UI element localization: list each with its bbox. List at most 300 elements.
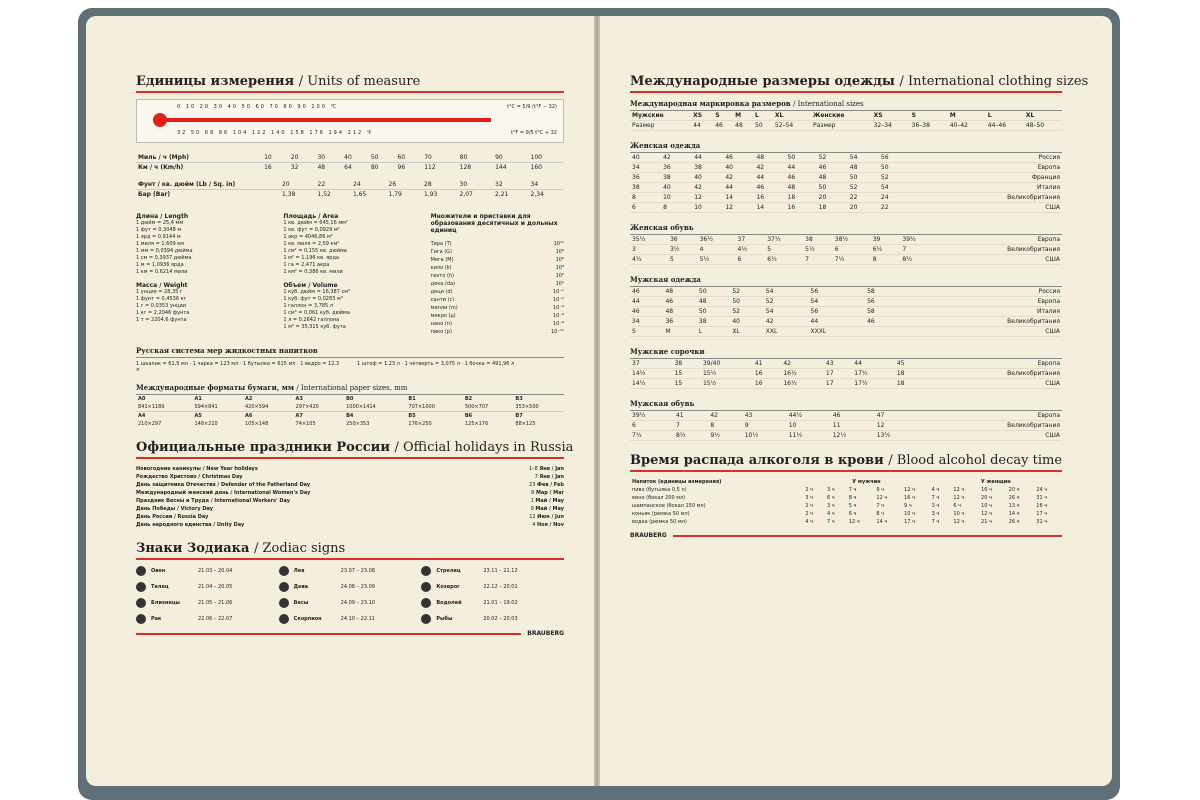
marking-header-row: Мужские XS S M L XL Женские XS S M L XL [630, 111, 1062, 121]
units-heading: Единицы измерения / Units of measure [136, 74, 421, 89]
sizes-heading: Международные размеры одежды / International clothing sizes [630, 74, 1089, 89]
size-cell: 48 [663, 287, 696, 297]
size-cell: 38 [673, 359, 701, 369]
alcohol-time: 4 ч [805, 519, 813, 525]
zodiac-heading: Знаки Зодиака / Zodiac signs [136, 541, 346, 556]
size-cell: 16½ [781, 369, 824, 379]
libra-icon [279, 598, 289, 608]
size-cell: 10½ [743, 431, 787, 441]
kmh-row: Км / ч (Km/h) 16 32 48 64 80 96 112 128 144 160 [138, 164, 542, 171]
size-cell: 40 [630, 153, 661, 163]
size-cell: 9½ [708, 431, 742, 441]
size-cell: 36 [663, 317, 696, 327]
alcohol-time: 12 ч [981, 511, 992, 517]
volume-line: 1 куб. дюйм = 16,387 см³ [283, 289, 351, 295]
size-cell: 5½ [803, 245, 833, 255]
size-row [630, 369, 1062, 379]
size-cell: S [630, 327, 663, 337]
size-cell: 18 [895, 369, 923, 379]
size-cell: 18 [895, 379, 923, 389]
size-cell: 48 [848, 163, 879, 173]
size-country-label: Италия [910, 183, 1062, 193]
size-cell: 7 [803, 255, 833, 265]
left-footer [136, 630, 564, 637]
size-cell: 46 [754, 183, 785, 193]
size-row [630, 421, 1062, 431]
zodiac-item: Стрелец 23.11 – 21.12 [421, 566, 564, 576]
alcohol-time: 6 ч [827, 495, 835, 501]
zodiac-item: Скорпион 24.10 – 22.11 [279, 614, 422, 624]
size-cell: 17 [824, 369, 852, 379]
size-cell: 5½ [698, 255, 736, 265]
size-cell: XXL [764, 327, 809, 337]
alcohol-time: 31 ч [1036, 495, 1048, 501]
size-row [630, 317, 1062, 327]
size-cell: 44 [630, 297, 663, 307]
size-cell: 14 [723, 193, 754, 203]
size-cell: 17½ [852, 369, 895, 379]
size-cell: 15½ [701, 379, 753, 389]
zodiac-item: Овен 21.03 – 20.04 [136, 566, 279, 576]
size-cell: 8 [708, 421, 742, 431]
formula-celsius: t°C = 5/9 (t°F − 32) [507, 104, 557, 110]
aquarius-icon [421, 598, 431, 608]
size-cell: 48 [754, 153, 785, 163]
area-volume-column [283, 213, 416, 336]
length-title: Длина / Length [136, 213, 189, 220]
size-cell: 39 [871, 235, 901, 245]
prefix-row: кило (k) 10³ [430, 265, 564, 271]
size-cell: 54 [879, 183, 910, 193]
alcohol-time: 12 ч [953, 495, 965, 501]
size-cell: 38 [803, 235, 833, 245]
ru-liquid-title: Русская система мер жидкостных напитков [136, 346, 318, 355]
size-cell: 47 [875, 411, 919, 421]
size-cell: 16½ [781, 379, 824, 389]
size-cell: 14 [754, 203, 785, 213]
size-country-label: Европа [899, 297, 1062, 307]
size-cell: 35½ [630, 235, 668, 245]
prefix-row: нано (n) 10⁻⁹ [430, 321, 564, 327]
size-cell: 12 [723, 203, 754, 213]
size-country-label: Европа [923, 359, 1062, 369]
alcohol-time: 3 ч [805, 495, 813, 501]
size-cell: 3½ [668, 245, 698, 255]
prefix-row: Мега (M) 10⁶ [430, 257, 564, 263]
mass-line: 1 кг = 2,2046 фунта [136, 310, 190, 316]
alcohol-header-row: Напиток (единицы измерения) У мужчин У женщин [632, 479, 1011, 485]
size-cell: 36 [630, 173, 661, 183]
size-cell: 56 [879, 153, 910, 163]
paper-row: 210×297 148×210 105×148 74×105 250×353 176×250 125×176 88×125 [138, 421, 536, 427]
size-row [630, 307, 1062, 317]
size-cell: 36½ [698, 235, 736, 245]
size-cell: L [697, 327, 730, 337]
size-country-label: Великобритания [919, 421, 1062, 431]
size-row [630, 245, 1062, 255]
size-cell: 42 [692, 183, 723, 193]
size-cell: 58 [865, 287, 898, 297]
alcohol-time: 12 ч [848, 519, 860, 525]
size-cell: 54 [809, 297, 866, 307]
size-cell: 46 [630, 307, 663, 317]
conversion-columns [136, 213, 564, 336]
alcohol-drink: коньяк (рюмка 50 мл) [632, 511, 690, 517]
alcohol-row [630, 486, 1062, 494]
area-line: 1 см² = 0,155 кв. дюйма [283, 248, 347, 254]
size-cell: 3 [630, 245, 668, 255]
size-country-label: Россия [910, 153, 1062, 163]
size-row [630, 235, 1062, 245]
size-cell: 44 [786, 163, 817, 173]
size-cell: 12½ [831, 431, 875, 441]
mass-line: 1 г = 0,0353 унции [136, 303, 186, 309]
size-cell: 14½ [630, 379, 673, 389]
size-cell: M [663, 327, 696, 337]
bar-row: Бар (Bar) 1,38 1,52 1,65 1,79 1,93 2,07 2,21 2,34 [138, 191, 544, 198]
prefix-row: дека (da) 10¹ [430, 281, 564, 287]
holiday-row: День защитника Отечества / Defender of the Fatherland Day 23 Фев / Feb [136, 482, 564, 488]
alcohol-time: 5 ч [848, 503, 857, 509]
holiday-row: Новогодние каникулы / New Year holidays 1–8 Янв / Jan [136, 466, 564, 472]
size-cell: 24 [879, 193, 910, 203]
length-line: 1 мм = 0,0394 дюйма [136, 248, 193, 254]
size-cell: 34 [630, 163, 661, 173]
holiday-row: День народного единства / Unity Day 4 Ноя / Nov [136, 522, 564, 528]
alcohol-time: 16 ч [904, 495, 915, 501]
alcohol-time: 16 ч [981, 487, 992, 493]
alcohol-time: 2 ч [805, 487, 813, 493]
size-cell: 40 [730, 317, 763, 327]
alcohol-time: 31 ч [1036, 519, 1048, 525]
size-cell: 6½ [871, 245, 901, 255]
zodiac-item: Телец 21.04 – 20.05 [136, 582, 279, 592]
size-country-label: Европа [919, 411, 1062, 421]
paper-sizes-table [136, 395, 564, 428]
size-cell: 46 [630, 287, 663, 297]
size-cell: 56 [809, 287, 866, 297]
size-cell: 10 [661, 193, 692, 203]
size-cell: 39½ [900, 235, 938, 245]
size-country-label: США [899, 327, 1062, 337]
fahrenheit-scale: 32 50 68 86 104 122 140 158 176 194 212 ℉ [177, 130, 374, 136]
area-line: 1 кв. фут = 0,0929 м² [283, 227, 340, 233]
size-row [630, 379, 1062, 389]
holiday-row: Праздник Весны и Труда / International Workers' Day 1 Май / May [136, 498, 564, 504]
alcohol-time: 12 ч [904, 487, 915, 493]
size-cell: 44 [692, 153, 723, 163]
alcohol-time: 7 ч [876, 503, 885, 509]
size-row [630, 183, 1062, 193]
size-cell: 11 [831, 421, 875, 431]
size-cell: 36 [661, 163, 692, 173]
size-cell: 50 [730, 297, 763, 307]
cancer-icon [136, 614, 146, 624]
size-cell: 42 [708, 411, 742, 421]
units-rule [136, 91, 564, 93]
men-shoes-title: Мужская обувь [630, 399, 695, 408]
size-cell: 38½ [833, 235, 871, 245]
alcohol-rule [630, 470, 1062, 472]
size-cell: 43 [824, 359, 852, 369]
size-cell: 5 [765, 245, 803, 255]
marking-title: Международная маркировка размеров / International sizes [630, 99, 864, 108]
size-cell: 50 [848, 173, 879, 183]
size-cell: 22 [879, 203, 910, 213]
size-cell: 46 [663, 297, 696, 307]
size-cell: 44 [852, 359, 895, 369]
size-cell: 50 [697, 307, 730, 317]
length-line: 1 км = 0,6214 мили [136, 269, 188, 275]
alcohol-time: 6 ч [953, 503, 962, 509]
size-row [630, 203, 1062, 213]
size-cell: 50 [786, 153, 817, 163]
aries-icon [136, 566, 146, 576]
size-cell: 18 [817, 203, 848, 213]
size-cell: 41 [753, 359, 781, 369]
size-cell: 10 [692, 203, 723, 213]
area-line: 1 акр = 4046,86 м² [283, 234, 333, 240]
size-cell: 6 [833, 245, 871, 255]
alcohol-time: 13 ч [1008, 503, 1020, 509]
prefix-row: санти (c) 10⁻² [430, 297, 564, 303]
size-cell: 17½ [852, 379, 895, 389]
left-page-content [136, 74, 574, 637]
women-shoes-title: Женская обувь [630, 223, 694, 232]
zodiac-item: Рыбы 20.02 – 20.03 [421, 614, 564, 624]
men-shirts-title: Мужские сорочки [630, 347, 705, 356]
celsius-scale: 0 10 20 30 40 50 60 70 80 90 100 ℃ [177, 104, 339, 110]
size-cell: 37 [736, 235, 766, 245]
alcohol-time: 6 ч [848, 511, 857, 517]
alcohol-time: 10 ч [981, 503, 992, 509]
size-cell: 6 [630, 203, 661, 213]
size-cell: 39/40 [701, 359, 753, 369]
size-cell: 50 [817, 183, 848, 193]
size-cell: 52 [764, 297, 809, 307]
zodiac-rule [136, 558, 564, 560]
zodiac-item: Близнецы 21.05 – 21.06 [136, 598, 279, 608]
alcohol-time: 7 ч [848, 487, 857, 493]
size-cell: 48 [697, 297, 730, 307]
area-line: 1 га = 2,471 акра [283, 262, 330, 268]
size-cell: 52 [730, 287, 763, 297]
alcohol-time: 3 ч [827, 503, 835, 509]
size-cell: 46 [831, 411, 875, 421]
size-cell: 43 [743, 411, 787, 421]
alcohol-time: 16 ч [1036, 503, 1048, 509]
alcohol-time: 10 ч [953, 511, 965, 517]
area-line: 1 кв. дюйм = 645,16 мм² [283, 220, 348, 226]
holidays-heading: Официальные праздники России / Official holidays in Russia [136, 440, 574, 455]
size-row [630, 327, 1062, 337]
alcohol-drink: шампанское (бокал 150 мл) [632, 503, 706, 509]
size-row [630, 287, 1062, 297]
zodiac-item: Рак 22.06 – 22.07 [136, 614, 279, 624]
prefix-title: Множители и приставки для образования десятичных и дольных единиц [430, 213, 558, 234]
size-cell: 6½ [765, 255, 803, 265]
size-country-label: Великобритания [899, 317, 1062, 327]
size-cell: 38 [661, 173, 692, 183]
size-cell: 42 [781, 359, 824, 369]
size-cell: 4½ [630, 255, 668, 265]
alcohol-time: 2 ч [805, 511, 813, 517]
zodiac-item: Дева 24.08 – 23.09 [279, 582, 422, 592]
length-line: 1 миля = 1,609 км [136, 241, 185, 247]
prefix-row: Тера (T) 10¹² [430, 241, 564, 247]
volume-title: Объем / Volume [283, 282, 338, 289]
size-cell: 54 [764, 287, 809, 297]
volume-line: 1 л = 0,2642 галлона [283, 317, 340, 323]
size-cell: 15 [673, 379, 701, 389]
zodiac-item: Козерог 22.12 – 20.01 [421, 582, 564, 592]
alcohol-time: 3 ч [827, 487, 835, 493]
size-cell: 7½ [833, 255, 871, 265]
size-cell: 38 [630, 183, 661, 193]
zodiac-item: Лев 23.07 – 23.08 [279, 566, 422, 576]
size-cell: 41 [674, 411, 708, 421]
alcohol-time: 8 ч [876, 511, 885, 517]
holiday-row: День Победы / Victory Day 9 Май / May [136, 506, 564, 512]
size-cell: 48 [663, 307, 696, 317]
size-cell: 39½ [630, 411, 674, 421]
size-cell: 20 [817, 193, 848, 203]
right-footer [630, 532, 1062, 539]
size-cell: 52 [730, 307, 763, 317]
alcohol-drink: водка (рюмка 50 мл) [632, 519, 687, 525]
leo-icon [279, 566, 289, 576]
size-cell: XXXL [809, 327, 866, 337]
scorpio-icon [279, 614, 289, 624]
size-cell: 8½ [674, 431, 708, 441]
alcohol-row [630, 502, 1062, 510]
zodiac-grid [136, 566, 564, 624]
ru-liquid-measures: 1 шкалик = 61,5 мл · 1 чарка = 123 мл · 1 бутылка = 615 мл · 1 ведро = 12,3 л 1 штоф = 1,23 л · 1 четверть = 3,075 л · 1 бочка = 491,96 л [136, 361, 515, 373]
size-cell: 8 [661, 203, 692, 213]
alcohol-time: 24 ч [1036, 487, 1048, 493]
size-cell [865, 327, 898, 337]
alcohol-time: 14 ч [1008, 511, 1020, 517]
volume-line: 1 куб. фут = 0,0283 м³ [283, 296, 343, 302]
area-line: 1 м² = 1,196 кв. ярда [283, 255, 339, 261]
alcohol-time: 4 ч [931, 487, 940, 493]
size-country-label: Италия [899, 307, 1062, 317]
paper-row: 841×1189 594×841 420×594 297×420 1000×1414 707×1000 500×707 353×500 [136, 403, 564, 412]
size-cell: 6 [630, 421, 674, 431]
size-cell: 44 [809, 317, 866, 327]
length-line: 1 фут = 0,3048 м [136, 227, 182, 233]
alcohol-row [630, 494, 1062, 502]
size-row [630, 173, 1062, 183]
size-cell: 46 [786, 173, 817, 183]
women-clothes-table [630, 153, 1062, 213]
pisces-icon [421, 614, 431, 624]
capricorn-icon [421, 582, 431, 592]
size-cell: 56 [865, 297, 898, 307]
size-cell: 52 [879, 173, 910, 183]
alcohol-time: 26 ч [1008, 519, 1020, 525]
size-cell: 17 [824, 379, 852, 389]
size-row [630, 411, 1062, 421]
prefix-column [431, 213, 564, 336]
size-cell: 54 [848, 153, 879, 163]
size-cell: 40 [661, 183, 692, 193]
alcohol-time: 3 ч [931, 503, 940, 509]
area-title: Площадь / Area [283, 213, 339, 220]
size-cell: 46 [723, 153, 754, 163]
alcohol-time: 10 ч [904, 511, 915, 517]
gemini-icon [136, 598, 146, 608]
size-country-label: США [910, 203, 1062, 213]
size-cell: 46 [817, 163, 848, 173]
holidays-rule [136, 457, 564, 459]
prefix-row: гекто (h) 10² [430, 273, 564, 279]
holiday-row: Международный женский день / International Women's Day 8 Мар / Mar [136, 490, 564, 496]
alcohol-time: 2 ч [805, 503, 813, 509]
men-shoes-table [630, 411, 1062, 441]
size-cell: 52 [848, 183, 879, 193]
length-weight-column [136, 213, 269, 336]
size-cell: 54 [764, 307, 809, 317]
paper-sizes-title: Международные форматы бумаги, мм / International paper sizes, mm [136, 383, 408, 392]
size-cell: 18 [786, 193, 817, 203]
alcohol-time: 14 ч [876, 519, 888, 525]
size-cell: 37½ [765, 235, 803, 245]
volume-line: 1 см³ = 0,061 куб. дюйма [283, 310, 350, 316]
size-cell: 16 [754, 193, 785, 203]
length-line: 1 ярд = 0,9144 м [136, 234, 181, 240]
size-cell: 22 [848, 193, 879, 203]
volume-line: 1 галлон = 3,785 л [283, 303, 333, 309]
alcohol-heading: Время распада алкоголя в крови / Blood alcohol decay time [630, 453, 1063, 468]
size-country-label: Великобритания [938, 245, 1062, 255]
formula-fahrenheit: t°F = 9/5 t°C + 32 [510, 130, 557, 136]
size-cell: 48 [817, 173, 848, 183]
mass-title: Масса / Weight [136, 282, 188, 289]
holiday-row: Рождество Христово / Christmas Day 7 Янв / Jan [136, 474, 564, 480]
size-cell: 9 [743, 421, 787, 431]
zodiac-item: Весы 24.09 – 23.10 [279, 598, 422, 608]
size-cell: 38 [697, 317, 730, 327]
alcohol-time: 3 ч [931, 511, 940, 517]
size-cell: 58 [865, 307, 898, 317]
psi-row: Фунт / кв. дюйм (Lb / Sq. in) 20 22 24 26 28 30 32 34 [136, 180, 564, 190]
alcohol-time: 12 ч [953, 519, 965, 525]
pressure-table [136, 180, 564, 199]
speed-table [136, 153, 564, 172]
size-country-label: Великобритания [923, 369, 1062, 379]
size-cell: 42 [754, 163, 785, 173]
size-country-label: Великобритания [910, 193, 1062, 203]
sizes-rule [630, 91, 1062, 93]
men-shirts-table [630, 359, 1062, 389]
size-cell: 20 [848, 203, 879, 213]
size-country-label: США [923, 379, 1062, 389]
size-cell: 34 [630, 317, 663, 327]
size-cell: 12 [875, 421, 919, 431]
size-cell: 8 [630, 193, 661, 203]
size-cell: 16 [753, 379, 781, 389]
size-cell: 4½ [736, 245, 766, 255]
size-cell: 46 [865, 317, 898, 327]
size-cell: 13½ [875, 431, 919, 441]
size-cell: 45 [895, 359, 923, 369]
thermometer-bar [161, 118, 491, 122]
length-line: 1 м = 1,0936 ярда [136, 262, 184, 268]
alcohol-row [630, 510, 1062, 518]
size-country-label: Россия [899, 287, 1062, 297]
size-cell: 6 [736, 255, 766, 265]
